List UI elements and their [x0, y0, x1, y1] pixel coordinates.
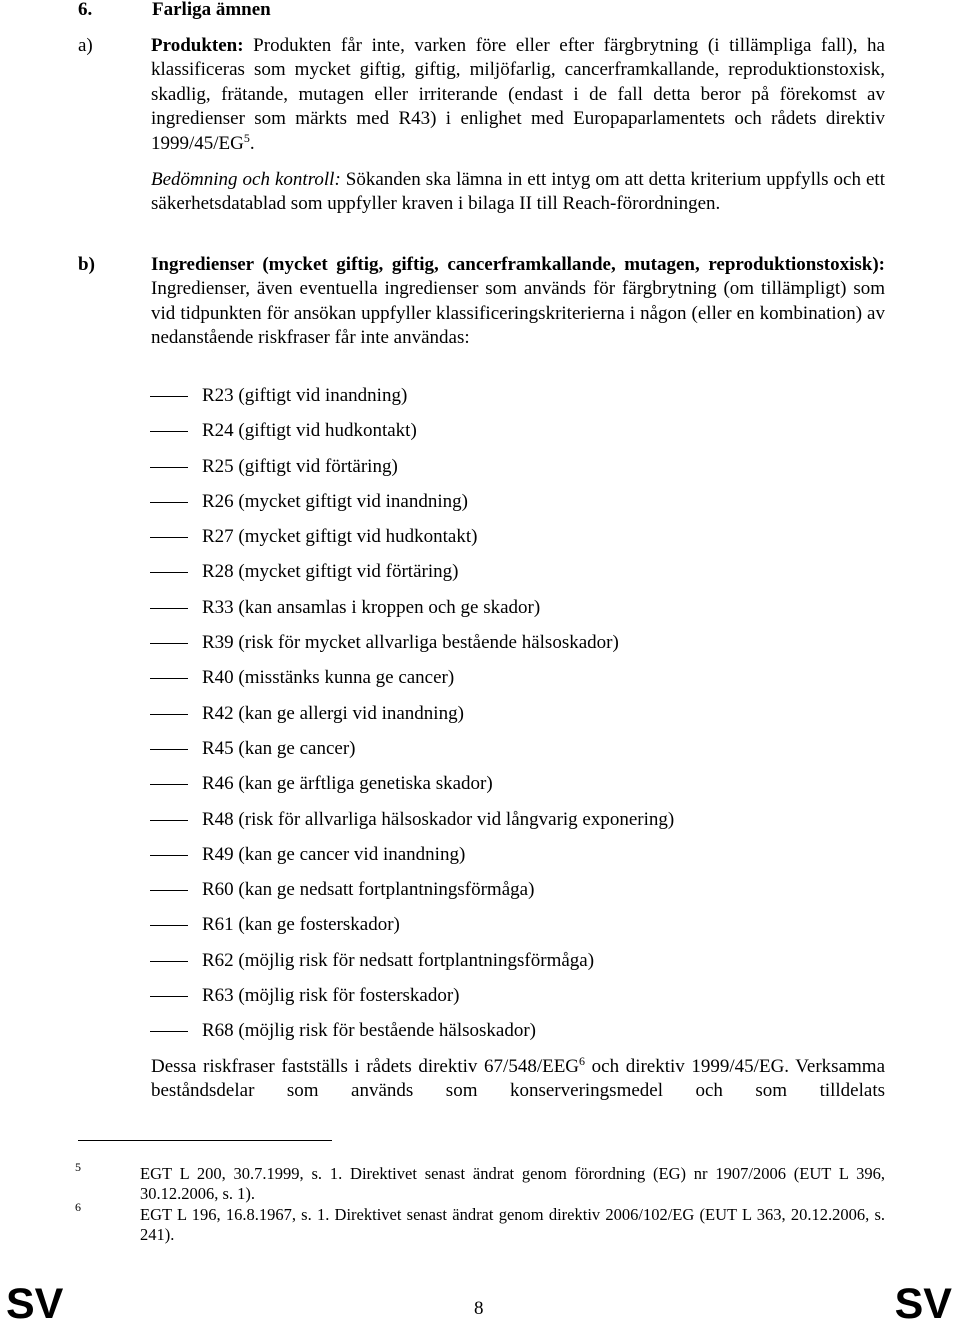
- assessment-lead: Bedömning och kontroll:: [151, 169, 341, 190]
- risk-phrase-text: R23 (giftigt vid inandning): [202, 385, 408, 406]
- dash-bullet: [150, 749, 188, 750]
- dash-bullet: [150, 890, 188, 891]
- dash-bullet: [150, 925, 188, 926]
- page-number: 8: [474, 1298, 484, 1319]
- dash-bullet: [150, 820, 188, 821]
- item-b-closing: [151, 1055, 885, 1104]
- footnote-text: EGT L 200, 30.7.1999, s. 1. Direktivet senast ändrat genom förordning (EG) nr 1907/2006 (EUT L 396, 30.12.2006, s. 1).: [140, 1164, 885, 1203]
- footer-language-left: SV: [6, 1280, 64, 1328]
- footnote-ref-6: 6: [579, 1054, 586, 1068]
- risk-phrase-text: R62 (möjlig risk för nedsatt fortplantningsförmåga): [202, 949, 595, 971]
- item-a-text-end: .: [249, 132, 255, 154]
- footer-language-right: SV: [894, 1280, 952, 1328]
- footnote-divider: [78, 1140, 332, 1141]
- dash-bullet: [150, 396, 188, 397]
- risk-phrase-text: R40 (misstänks kunna ge cancer): [202, 667, 455, 689]
- footnote-number: 6: [75, 1200, 81, 1214]
- dash-bullet: [150, 572, 188, 573]
- dash-bullet: [150, 784, 188, 785]
- item-b-text: Ingredienser, även eventuella ingredienser som används för färgbrytning (om tillämpligt) som vid tidpunkten för ansökan uppfyller klassificeringskriterierna i någon (eller en kombination) av nedanstående riskfraser får inte användas:: [151, 278, 885, 349]
- risk-phrase-text: R46 (kan ge ärftliga genetiska skador): [202, 773, 493, 795]
- risk-phrase-text: R24 (giftigt vid hudkontakt): [202, 420, 417, 442]
- dash-bullet: [150, 961, 188, 962]
- closing-text-1: Dessa riskfraser fastställs i rådets direktiv 67/548/EEG: [151, 1056, 580, 1077]
- item-a-paragraph: [151, 34, 885, 156]
- assessment-text: Sökanden ska lämna in ett intyg om att detta kriterium uppfylls och ett säkerhetsdatablad som uppfyller kraven i bilaga II till Reach-förordningen.: [151, 169, 885, 215]
- risk-phrase-text: R63 (möjlig risk för fosterskador): [202, 985, 460, 1007]
- risk-phrase-text: R28 (mycket giftigt vid förtäring): [202, 561, 459, 583]
- item-a-lead: Produkten:: [151, 35, 244, 56]
- dash-bullet: [150, 537, 188, 538]
- item-a-assessment: [151, 168, 885, 217]
- item-b-paragraph: [151, 253, 885, 351]
- item-b-label: b): [78, 254, 95, 275]
- risk-phrase-text: R45 (kan ge cancer): [202, 737, 356, 759]
- dash-bullet: [150, 431, 188, 432]
- closing-text-2: och direktiv 1999/45/EG. Verksamma beståndsdelar som används som konserveringsmedel och som tilldelats: [151, 1056, 886, 1102]
- risk-phrase-text: R48 (risk för allvarliga hälsoskador vid långvarig exponering): [202, 808, 675, 830]
- dash-bullet: [150, 855, 188, 856]
- section-number: 6.: [78, 0, 93, 20]
- dash-bullet: [150, 1031, 188, 1032]
- dash-bullet: [150, 502, 188, 503]
- risk-phrase-text: R33 (kan ansamlas i kroppen och ge skador): [202, 596, 541, 618]
- section-title: Farliga ämnen: [152, 0, 271, 20]
- item-b-lead: Ingredienser (mycket giftig, giftig, cancerframkallande, mutagen, reproduktionstoxisk):: [151, 254, 885, 275]
- dash-bullet: [150, 714, 188, 715]
- section-heading: [78, 0, 271, 22]
- footnote-ref-5: 5: [243, 130, 250, 145]
- risk-phrase-text: R60 (kan ge nedsatt fortplantningsförmåga): [202, 879, 535, 901]
- risk-phrase-text: R68 (möjlig risk för bestående hälsoskador): [202, 1020, 537, 1042]
- dash-bullet: [150, 467, 188, 468]
- risk-phrase-text: R42 (kan ge allergi vid inandning): [202, 702, 464, 724]
- item-a-text: Produkten får inte, varken före eller efter färgbrytning (i tillämpliga fall), ha klassificeras som mycket giftig, giftig, miljöfarlig, cancerframkallande, reproduktionstoxisk, skadlig, frätande, mutagen eller irriterande (endast i de fall detta beror på förekomst av ingredienser som märkts med R43) i enlighet med Europaparlamentets och rådets direktiv 1999/45/EG: [151, 35, 885, 154]
- risk-phrase-text: R25 (giftigt vid förtäring): [202, 455, 398, 477]
- risk-phrase-text: R26 (mycket giftigt vid inandning): [202, 490, 468, 512]
- risk-phrase-text: R61 (kan ge fosterskador): [202, 914, 400, 936]
- item-a-label: a): [78, 35, 93, 56]
- footnote-text: EGT L 196, 16.8.1967, s. 1. Direktivet senast ändrat genom direktiv 2006/102/EG (EUT L 363, 20.12.2006, s. 241).: [140, 1205, 885, 1244]
- risk-phrase-text: R49 (kan ge cancer vid inandning): [202, 843, 466, 865]
- risk-phrase-text: R39 (risk för mycket allvarliga bestående hälsoskador): [202, 632, 619, 654]
- dash-bullet: [150, 678, 188, 679]
- dash-bullet: [150, 608, 188, 609]
- dash-bullet: [150, 643, 188, 644]
- footnote-number: 5: [75, 1160, 81, 1174]
- dash-bullet: [150, 996, 188, 997]
- risk-phrase-text: R27 (mycket giftigt vid hudkontakt): [202, 526, 478, 548]
